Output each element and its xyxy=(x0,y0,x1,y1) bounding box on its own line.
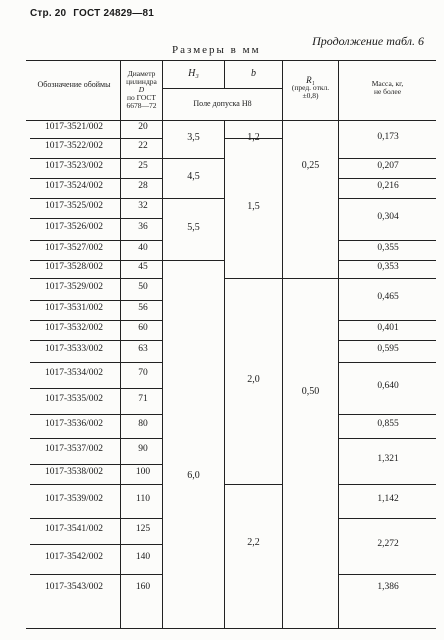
mass-divider xyxy=(338,260,436,261)
mass-value: 0,355 xyxy=(377,243,399,253)
row-divider xyxy=(120,464,162,465)
r1-group-divider xyxy=(282,278,338,279)
table-row-diameter: 32 xyxy=(138,201,148,211)
table-row-designation: 1017-3532/002 xyxy=(44,323,104,333)
r1-value: 0,50 xyxy=(301,386,320,397)
dimensions-table xyxy=(26,60,436,630)
row-divider xyxy=(120,178,162,179)
column-divider xyxy=(120,60,121,628)
row-divider xyxy=(120,438,162,439)
table-row-designation: 1017-3527/002 xyxy=(44,243,104,253)
row-divider xyxy=(30,300,120,301)
table-row-diameter: 140 xyxy=(135,552,151,562)
row-divider xyxy=(30,518,120,519)
row-divider xyxy=(30,544,120,545)
table-top-border xyxy=(26,60,436,61)
row-divider xyxy=(30,240,120,241)
row-divider xyxy=(30,278,120,279)
h3-value: 3,5 xyxy=(187,132,200,143)
row-divider xyxy=(30,414,120,415)
mass-divider xyxy=(338,362,436,363)
column-header-mass: Масса, кг, не более xyxy=(371,79,404,96)
row-divider xyxy=(120,388,162,389)
header-bottom-border xyxy=(26,120,436,121)
row-divider xyxy=(30,362,120,363)
mass-value: 0,401 xyxy=(377,323,399,333)
mass-value: 0,640 xyxy=(377,381,399,391)
row-divider xyxy=(30,138,120,139)
row-divider xyxy=(120,198,162,199)
table-row-diameter: 50 xyxy=(138,282,148,292)
h3-value: 5,5 xyxy=(187,222,200,233)
h3-group-divider xyxy=(162,260,224,261)
table-row-designation: 1017-3533/002 xyxy=(44,344,104,354)
table-row-diameter: 60 xyxy=(138,323,148,333)
row-divider xyxy=(30,340,120,341)
row-divider xyxy=(30,260,120,261)
mass-value: 0,304 xyxy=(377,212,399,222)
table-row-diameter: 100 xyxy=(135,467,151,477)
tolerance-field-label: Поле допуска H8 xyxy=(193,99,252,108)
table-row-designation: 1017-3535/002 xyxy=(44,394,104,404)
table-row-diameter: 63 xyxy=(138,344,148,354)
table-row-diameter: 28 xyxy=(138,181,148,191)
row-divider xyxy=(30,484,120,485)
column-header-h3: H₃ xyxy=(188,68,199,79)
b-value: 1,5 xyxy=(247,201,260,212)
mass-divider xyxy=(338,240,436,241)
b-group-divider xyxy=(224,138,282,139)
table-row-designation: 1017-3536/002 xyxy=(44,419,104,429)
table-row-diameter: 110 xyxy=(136,494,150,504)
mass-value: 0,207 xyxy=(377,161,399,171)
row-divider xyxy=(120,260,162,261)
mass-value: 2,272 xyxy=(377,539,399,549)
table-row-diameter: 22 xyxy=(138,141,148,151)
mass-divider xyxy=(338,438,436,439)
table-row-diameter: 125 xyxy=(135,524,151,534)
r1-value: 0,25 xyxy=(301,160,320,171)
row-divider xyxy=(30,388,120,389)
table-row-designation: 1017-3534/002 xyxy=(44,368,104,378)
mass-divider xyxy=(338,574,436,575)
table-row-designation: 1017-3541/002 xyxy=(44,524,104,534)
table-row-designation: 1017-3543/002 xyxy=(44,582,104,592)
table-row-diameter: 36 xyxy=(138,222,148,232)
table-row-diameter: 70 xyxy=(138,368,148,378)
table-row-designation: 1017-3523/002 xyxy=(44,161,104,171)
mass-value: 0,465 xyxy=(377,292,399,302)
row-divider xyxy=(120,218,162,219)
row-divider xyxy=(30,218,120,219)
table-row-diameter: 25 xyxy=(138,161,148,171)
row-divider xyxy=(120,484,162,485)
mass-divider xyxy=(338,484,436,485)
sizes-caption: Размеры в мм xyxy=(172,44,261,56)
mass-value: 0,855 xyxy=(377,419,399,429)
mass-divider xyxy=(338,340,436,341)
row-divider xyxy=(120,138,162,139)
mass-divider xyxy=(338,414,436,415)
h3-value: 4,5 xyxy=(187,171,200,182)
row-divider xyxy=(30,438,120,439)
row-divider xyxy=(120,340,162,341)
mass-value: 0,353 xyxy=(377,262,399,272)
table-row-designation: 1017-3529/002 xyxy=(44,282,104,292)
row-divider xyxy=(120,158,162,159)
table-row-designation: 1017-3531/002 xyxy=(44,303,104,313)
h3-group-divider xyxy=(162,158,224,159)
column-header-diameter: Диаметр цилиндра D по ГОСТ 6678—72 xyxy=(126,69,157,110)
table-row-designation: 1017-3525/002 xyxy=(44,201,104,211)
mass-divider xyxy=(338,178,436,179)
column-header-designation: Обозначение обоймы xyxy=(37,80,111,89)
table-row-diameter: 40 xyxy=(138,243,148,253)
row-divider xyxy=(120,544,162,545)
b-group-divider xyxy=(224,484,282,485)
table-row-designation: 1017-3538/002 xyxy=(44,467,104,477)
b-group-divider xyxy=(224,278,282,279)
row-divider xyxy=(30,574,120,575)
mass-divider xyxy=(338,320,436,321)
page-number: Стр. 20 xyxy=(30,8,67,19)
table-continuation-note: Продолжение табл. 6 xyxy=(312,34,424,48)
table-row-designation: 1017-3521/002 xyxy=(44,122,104,132)
row-divider xyxy=(120,574,162,575)
row-divider xyxy=(30,158,120,159)
table-row-designation: 1017-3537/002 xyxy=(44,444,104,454)
table-row-designation: 1017-3542/002 xyxy=(44,552,104,562)
row-divider xyxy=(120,518,162,519)
row-divider xyxy=(120,278,162,279)
mass-value: 0,216 xyxy=(377,181,399,191)
mass-value: 0,173 xyxy=(377,132,399,142)
row-divider xyxy=(120,300,162,301)
column-header-r1: R₁ (пред. откл. ±0,8) xyxy=(291,75,330,100)
table-row-diameter: 90 xyxy=(138,444,148,454)
table-row-diameter: 56 xyxy=(138,303,148,313)
row-divider xyxy=(120,240,162,241)
page-header xyxy=(30,8,158,19)
column-header-b: b xyxy=(251,68,256,79)
b-value: 2,2 xyxy=(247,537,260,548)
mass-value: 0,595 xyxy=(377,344,399,354)
mass-divider xyxy=(338,198,436,199)
b-value: 2,0 xyxy=(247,374,260,385)
standard-number: ГОСТ 24829—81 xyxy=(73,8,155,19)
tolerance-divider xyxy=(162,88,282,89)
table-row-designation: 1017-3524/002 xyxy=(44,181,104,191)
mass-divider xyxy=(338,518,436,519)
row-divider xyxy=(30,178,120,179)
table-row-diameter: 71 xyxy=(138,394,148,404)
mass-value: 1,321 xyxy=(377,454,399,464)
mass-value: 1,142 xyxy=(377,494,399,504)
table-row-diameter: 20 xyxy=(138,122,148,132)
table-row-diameter: 160 xyxy=(135,582,151,592)
mass-value: 1,386 xyxy=(377,582,399,592)
column-divider xyxy=(338,60,339,628)
mass-divider xyxy=(338,158,436,159)
table-bottom-border xyxy=(26,628,436,629)
table-row-diameter: 45 xyxy=(138,262,148,272)
mass-divider xyxy=(338,278,436,279)
row-divider xyxy=(120,320,162,321)
row-divider xyxy=(120,414,162,415)
row-divider xyxy=(30,198,120,199)
row-divider xyxy=(30,464,120,465)
table-row-designation: 1017-3539/002 xyxy=(44,494,104,504)
table-row-designation: 1017-3528/002 xyxy=(44,262,104,272)
table-row-designation: 1017-3522/002 xyxy=(44,141,104,151)
row-divider xyxy=(120,362,162,363)
h3-group-divider xyxy=(162,198,224,199)
h3-value: 6,0 xyxy=(187,470,200,481)
table-row-designation: 1017-3526/002 xyxy=(44,222,104,232)
column-divider xyxy=(282,60,283,628)
row-divider xyxy=(30,320,120,321)
table-row-diameter: 80 xyxy=(138,419,148,429)
